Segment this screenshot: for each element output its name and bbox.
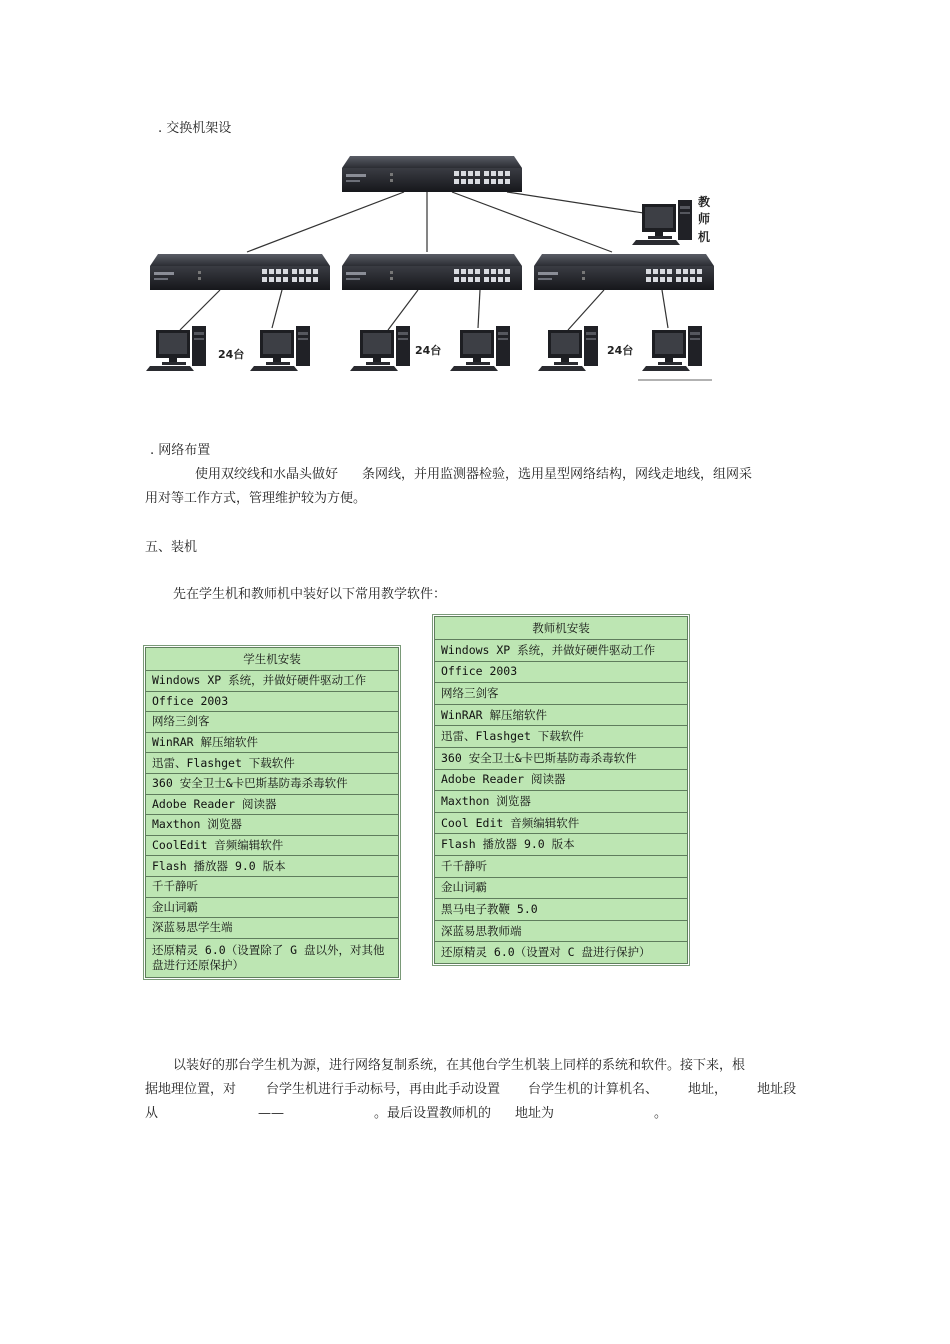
heading-section5: 五、装机: [145, 540, 198, 555]
table-row: [435, 812, 688, 834]
table-row: [146, 794, 399, 815]
table-row: [435, 942, 688, 964]
table-row: [146, 753, 399, 774]
table-row: [435, 769, 688, 791]
network-text-part3: 用对等工作方式，管理维护较为方便。: [145, 491, 367, 506]
student-pc-icon: [250, 326, 310, 371]
table-row: [435, 640, 688, 662]
table-cell: Flash 播放器 9.0 版本: [146, 856, 399, 877]
teacher-label-1: 教: [698, 195, 711, 209]
network-topology-diagram: [142, 152, 722, 387]
table-cell: Maxthon 浏览器: [435, 791, 688, 813]
table-cell: 360 安全卫士&卡巴斯基防毒杀毒软件: [146, 773, 399, 794]
table-row: [146, 835, 399, 856]
final-line2-part2: 台学生机进行手动标号，再由此手动设置: [266, 1082, 501, 1097]
table-cell: Windows XP 系统，并做好硬件驱动工作: [435, 640, 688, 662]
table-cell: 千千静听: [146, 876, 399, 897]
switch-middle: [342, 254, 522, 290]
install-intro: 先在学生机和教师机中装好以下常用教学软件：: [173, 587, 447, 602]
final-line3-dash: ——: [258, 1106, 285, 1121]
table-row: [435, 661, 688, 683]
core-switch: [342, 156, 522, 192]
student-pc-icon: [350, 326, 410, 371]
table-row: [435, 791, 688, 813]
table-row: [435, 683, 688, 705]
table-row: [435, 704, 688, 726]
final-line2-part1: 据地理位置，对: [145, 1082, 237, 1097]
table-row: [146, 691, 399, 712]
switch-left: [150, 254, 330, 290]
teacher-label-2: 师: [698, 212, 711, 226]
table-row: [435, 834, 688, 856]
teacher-table-header: 教师机安装: [435, 617, 688, 640]
table-row: [146, 732, 399, 753]
table-row: [146, 918, 399, 939]
table-cell: 360 安全卫士&卡巴斯基防毒杀毒软件: [435, 747, 688, 769]
table-cell: Adobe Reader 阅读器: [435, 769, 688, 791]
table-cell: Flash 播放器 9.0 版本: [435, 834, 688, 856]
teacher-pc-icon: [632, 200, 692, 245]
heading-network-layout: . 网络布置: [150, 443, 211, 458]
group-label-left: 24台: [218, 348, 245, 361]
table-cell: WinRAR 解压缩软件: [435, 704, 688, 726]
final-line3-part5: 。: [654, 1106, 668, 1121]
group-label-right: 24台: [607, 344, 634, 357]
teacher-install-table: [434, 616, 688, 964]
table-cell: Adobe Reader 阅读器: [146, 794, 399, 815]
final-paragraph: [145, 1054, 810, 1126]
network-text-part1: 使用双绞线和水晶头做好: [195, 467, 339, 482]
heading-switch-setup: . 交换机架设: [158, 121, 232, 136]
final-line2-part5: 地址段: [757, 1082, 797, 1097]
table-cell: Maxthon 浏览器: [146, 815, 399, 836]
table-cell: 网络三剑客: [435, 683, 688, 705]
table-cell: 深蓝易思教师端: [435, 920, 688, 942]
teacher-label-3: 机: [698, 230, 711, 244]
table-row: [146, 938, 399, 977]
table-cell: 深蓝易思学生端: [146, 918, 399, 939]
table-row: [435, 920, 688, 942]
table-row: [435, 747, 688, 769]
table-cell: WinRAR 解压缩软件: [146, 732, 399, 753]
network-text-part2: 条网线，并用监测器检验，选用星型网络结构，网线走地线，组网采: [362, 467, 753, 482]
table-cell: 迅雷、Flashget 下载软件: [435, 726, 688, 748]
final-line3-part3: 。最后设置教师机的: [374, 1106, 492, 1121]
table-cell: 金山词霸: [146, 897, 399, 918]
table-cell: 金山词霸: [435, 877, 688, 899]
student-table-header: 学生机安装: [146, 648, 399, 671]
table-cell: 还原精灵 6.0（设置对 C 盘进行保护）: [435, 942, 688, 964]
table-row: [146, 876, 399, 897]
final-line3-part4: 地址为: [515, 1106, 555, 1121]
switch-right: [534, 254, 714, 290]
table-row: [435, 855, 688, 877]
table-row: [435, 726, 688, 748]
table-row: [146, 773, 399, 794]
group-label-middle: 24台: [415, 344, 442, 357]
table-cell: Cool Edit 音频编辑软件: [435, 812, 688, 834]
table-row: [146, 712, 399, 733]
network-paragraph: [145, 463, 810, 511]
student-pc-icon: [450, 326, 510, 371]
table-cell: CoolEdit 音频编辑软件: [146, 835, 399, 856]
final-line1: 以装好的那台学生机为源，进行网络复制系统，在其他台学生机装上同样的系统和软件。接下来，根: [173, 1058, 746, 1073]
student-install-table: [145, 647, 399, 978]
table-cell: Office 2003: [146, 691, 399, 712]
table-row: [435, 899, 688, 921]
table-cell: Windows XP 系统，并做好硬件驱动工作: [146, 671, 399, 692]
final-line2-part3: 台学生机的计算机名、: [528, 1082, 659, 1097]
table-cell: 还原精灵 6.0（设置除了 G 盘以外，对其他盘进行还原保护）: [146, 938, 399, 977]
table-row: [146, 671, 399, 692]
table-cell: 黑马电子教鞭 5.0: [435, 899, 688, 921]
table-row: [435, 877, 688, 899]
table-cell: 千千静听: [435, 855, 688, 877]
table-row: [146, 856, 399, 877]
student-pc-icon: [146, 326, 206, 371]
student-pc-icon: [538, 326, 598, 371]
table-row: [146, 897, 399, 918]
table-cell: 迅雷、Flashget 下载软件: [146, 753, 399, 774]
final-line2-part4: 地址，: [688, 1082, 728, 1097]
table-row: [146, 815, 399, 836]
table-cell: 网络三剑客: [146, 712, 399, 733]
student-pc-icon: [642, 326, 702, 371]
final-line3-part1: 从: [145, 1106, 159, 1121]
table-cell: Office 2003: [435, 661, 688, 683]
